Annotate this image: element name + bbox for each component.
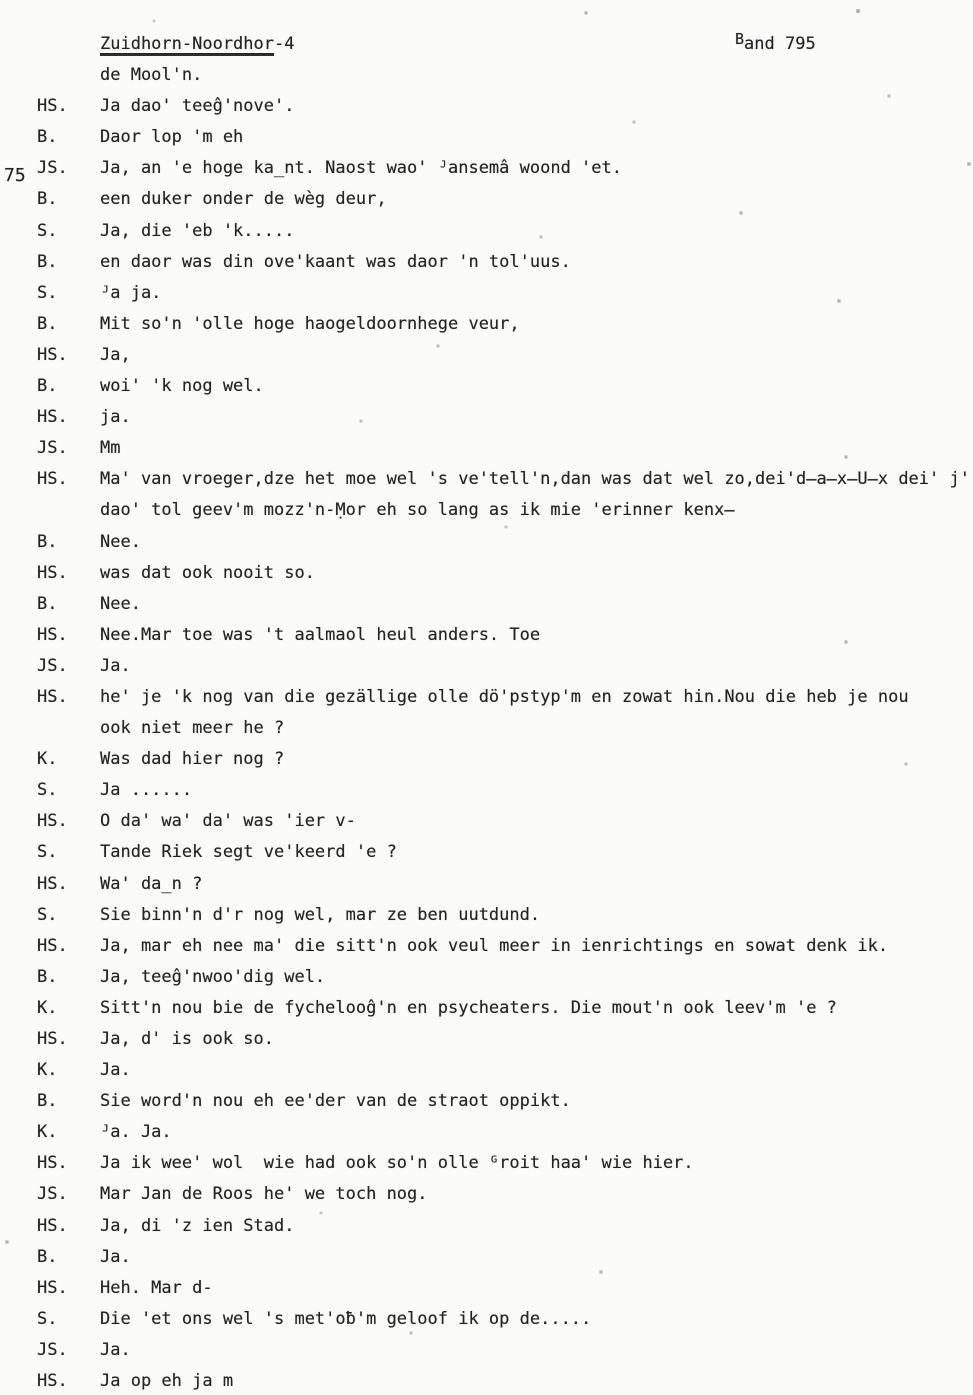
dialogue-line [0, 1335, 973, 1366]
speaker-label: B. [37, 593, 58, 614]
line-text: Ja, di 'z ien Stad. [100, 1215, 295, 1236]
line-text: Ja ik wee' wol wie had ook so'n olle ᴳroit haa' wie hier. [100, 1153, 694, 1174]
speaker-label: HS. [37, 811, 68, 832]
dialogue-line [0, 309, 973, 340]
line-text: Tande Riek segt ve'keerd 'e ? [100, 842, 397, 863]
line-text: Ja, teeĝ'nwoo'dig wel. [100, 966, 326, 987]
dialogue-line [0, 247, 973, 278]
speaker-label: S. [37, 282, 58, 303]
band-label-rest: and 795 [744, 34, 816, 54]
line-text: Ja, mar eh nee ma' die sitt'n ook veul meer in ienrichtings en sowat denk ik. [100, 935, 889, 956]
line-text: Nee. [100, 593, 141, 614]
line-text: Nee. [100, 531, 141, 552]
line-text: Die 'et ons wel 's met'oƀ'm geloof ik op de..... [100, 1308, 592, 1329]
dialogue-line [0, 775, 973, 806]
dialogue-line-continuation [0, 713, 973, 744]
page-subtitle: de Mool'n. [100, 65, 203, 86]
speaker-label: B. [37, 127, 58, 148]
dialogue-line [0, 1304, 973, 1335]
speaker-label: JS. [37, 438, 68, 459]
dialogue-line [0, 962, 973, 993]
speaker-label: HS. [37, 1029, 68, 1049]
speaker-label: B. [37, 189, 58, 210]
line-text: Ja. [100, 1339, 131, 1360]
dialogue-line [0, 589, 973, 620]
speaker-label: HS. [37, 1215, 68, 1236]
dialogue-line [0, 91, 973, 122]
speaker-label: S. [37, 1308, 58, 1329]
dialogue-line [0, 1117, 973, 1148]
line-text: O da' wa' da' was 'ier v- [100, 811, 356, 832]
speaker-label: HS. [37, 469, 68, 490]
dialogue-line [0, 869, 973, 900]
band-label [735, 29, 816, 60]
speaker-label: JS. [37, 655, 68, 676]
dialogue-line [0, 1086, 973, 1117]
line-text: he' je 'k nog van die gezällige olle dö'pstyp'm en zowat hin.Nou die heb je nou [100, 686, 909, 707]
speaker-label: HS. [37, 562, 68, 583]
speaker-label [37, 713, 100, 744]
line-text: Ja op eh ja m [100, 1371, 234, 1392]
dialogue-line [0, 1273, 973, 1304]
dialogue-line [0, 806, 973, 837]
dialogue-line [0, 527, 973, 558]
subtitle-spacer [37, 60, 100, 91]
speaker-label: S. [37, 220, 58, 241]
line-text: Ja, [100, 344, 131, 365]
speaker-label: S. [37, 842, 58, 863]
dialogue-line [0, 651, 973, 682]
dialogue-line [0, 744, 973, 775]
line-text: Mm [100, 438, 121, 459]
line-text: Mit so'n 'olle hoge haogeldoornhege veur, [100, 313, 520, 334]
speaker-label: B. [37, 966, 58, 987]
speaker-label: HS. [37, 873, 68, 894]
dialogue-line [0, 216, 973, 247]
line-text: Was dad hier nog ? [100, 749, 285, 770]
line-text: Sie word'n nou eh ee'der van de straot oppikt. [100, 1091, 571, 1112]
line-text: was dat ook nooit so. [100, 562, 315, 583]
line-text: Sie binn'n d'r nog wel, mar ze ben uutdund. [100, 904, 541, 925]
dialogue-line [0, 1055, 973, 1086]
page-margin-number: 75 [4, 165, 26, 186]
dialogue-line [0, 278, 973, 309]
line-text: Wa' da̲n ? [100, 873, 203, 894]
dialogue-lines [0, 91, 973, 1395]
speaker-label: HS. [37, 407, 68, 428]
line-text: Ja. [100, 1060, 131, 1081]
line-text: Ja. [100, 1246, 131, 1267]
line-text: ᴶa ja. [100, 282, 162, 303]
dialogue-line [0, 402, 973, 433]
speaker-label: B. [37, 1091, 58, 1112]
line-text: Ja dao' teeĝ'nove'. [100, 96, 295, 117]
speaker-label [37, 495, 100, 526]
dialogue-line [0, 558, 973, 589]
speaker-label: HS. [37, 344, 68, 365]
speaker-label: HS. [37, 1371, 68, 1392]
dialogue-line [0, 433, 973, 464]
header-row [0, 29, 973, 60]
line-text: Ja, die 'eb 'k..... [100, 220, 295, 241]
speaker-label: B. [37, 531, 58, 552]
speaker-label: B. [37, 1246, 58, 1267]
line-text: ook niet meer he ? [100, 718, 285, 739]
dialogue-line [0, 1242, 973, 1273]
line-text: Mar Jan de Roos he' we toch nog. [100, 1184, 428, 1205]
dialogue-line [0, 340, 973, 371]
line-text: een duker onder de wèg deur, [100, 189, 387, 210]
line-text: dao' tol geev'm mozz'n-̣Mor eh so lang as ik mie 'erinner kenx̶ [100, 500, 735, 521]
dialogue-line [0, 682, 973, 713]
page-title-underlined: Zuidhorn-Noordhor [100, 34, 274, 54]
speaker-label: B. [37, 251, 58, 272]
dialogue-line [0, 464, 973, 495]
page-title-suffix: -4 [274, 34, 295, 54]
page-title [100, 29, 973, 60]
line-text: Heh. Mar d- [100, 1277, 213, 1298]
dialogue-line [0, 122, 973, 153]
speaker-label: JS. [37, 158, 68, 179]
line-text: Nee.Mar toe was 't aalmaol heul anders. Toe [100, 624, 541, 645]
speaker-label: B. [37, 376, 58, 397]
band-label-raised-letter: B [735, 30, 745, 48]
speaker-label: K. [37, 1060, 58, 1081]
dialogue-line [0, 153, 973, 184]
dialogue-line [0, 371, 973, 402]
speaker-label: HS. [37, 624, 68, 645]
line-text: Ja, d' is ook so. [100, 1029, 274, 1049]
header-spacer [37, 29, 100, 60]
speaker-label: JS. [37, 1339, 68, 1360]
line-text: en daor was din ove'kaant was daor 'n tol'uus. [100, 251, 571, 272]
line-text: woi' 'k nog wel. [100, 376, 264, 397]
dialogue-line [0, 931, 973, 962]
dialogue-line [0, 1366, 973, 1395]
dialogue-line [0, 837, 973, 868]
speaker-label: HS. [37, 686, 68, 707]
dialogue-line [0, 1179, 973, 1210]
subtitle-row [0, 60, 973, 91]
speaker-label: K. [37, 749, 58, 770]
line-text: ja. [100, 407, 131, 428]
line-text: Ja ...... [100, 780, 193, 801]
dialogue-line [0, 993, 973, 1024]
line-text: Ma' van vroeger,dze het moe wel 's ve'tell'n,dan was dat wel zo,dei'd̶a̶x̶U̶x dei' j' [100, 469, 970, 490]
line-text: ᴶa. Ja. [100, 1122, 172, 1143]
dialogue-line [0, 1211, 973, 1242]
speaker-label: B. [37, 313, 58, 334]
line-text: Daor lop 'm eh [100, 127, 244, 148]
dialogue-line [0, 1024, 973, 1055]
scan-specks [0, 0, 2, 2]
dialogue-line-continuation [0, 495, 973, 526]
dialogue-line [0, 1148, 973, 1179]
speaker-label: HS. [37, 935, 68, 956]
line-text: Sitt'n nou bie de fychelooĝ'n en psycheaters. Die mout'n ook leev'm 'e ? [100, 997, 837, 1018]
speaker-label: HS. [37, 1277, 68, 1298]
speaker-label: HS. [37, 1153, 68, 1174]
dialogue-line [0, 900, 973, 931]
speaker-label: S. [37, 904, 58, 925]
speaker-label: HS. [37, 96, 68, 117]
line-text: Ja. [100, 655, 131, 676]
dialogue-line [0, 184, 973, 215]
speaker-label: K. [37, 997, 58, 1018]
speaker-label: S. [37, 780, 58, 801]
speaker-label: K. [37, 1122, 58, 1143]
dialogue-line [0, 620, 973, 651]
speaker-label: JS. [37, 1184, 68, 1205]
line-text: Ja, an 'e hoge ka̲nt. Naost wao' ᴶansemâ woond 'et. [100, 158, 622, 179]
